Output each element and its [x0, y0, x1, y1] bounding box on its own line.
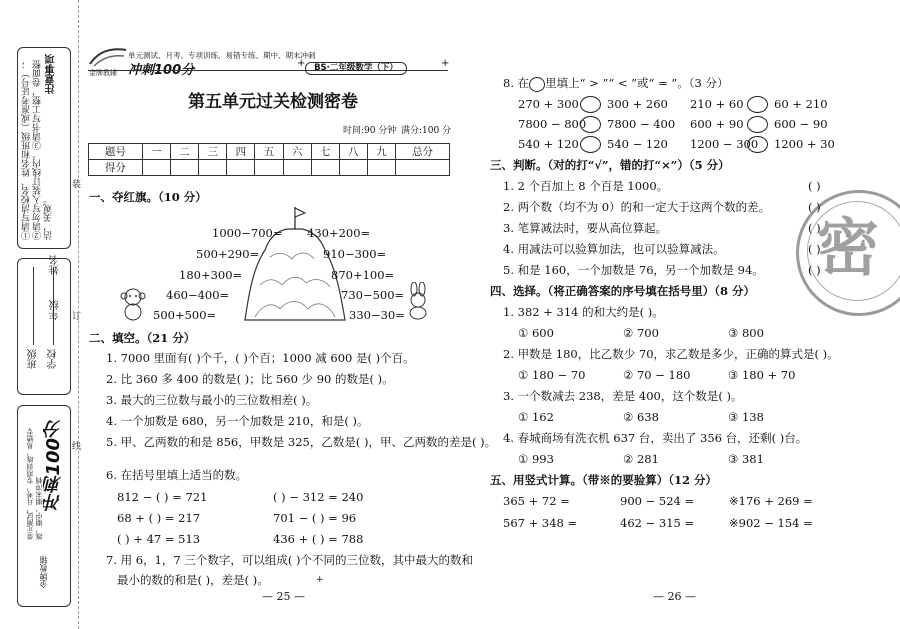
score-input-cell[interactable]: [367, 160, 395, 176]
score-table-row-score: [89, 160, 450, 176]
judge-item-4: 4. 用减法可以验算加法，也可以验算减法。: [503, 242, 725, 256]
notice-text: ①请写清校名、姓名和班级（或准考证号）；②请勿写入装订线内。③请书写工整，卷面整洁，美观。: [22, 60, 54, 240]
section-5-heading: 五、用竖式计算。（带※的要验算）（12 分）: [490, 473, 718, 487]
score-cell: 八: [339, 144, 367, 160]
sec2-item-2: 2. 比 360 多 400 的数是( )；比 560 少 90 的数是( )。: [106, 372, 394, 386]
choice-q3: 3. 一个数减去 238，差是 400，这个数是( )。: [503, 389, 743, 403]
choice-q1-opt3[interactable]: ③ 800: [728, 326, 764, 340]
judge-bracket-2[interactable]: ( ): [808, 200, 821, 214]
compare-circle-6[interactable]: [747, 136, 768, 153]
score-cell: 二: [170, 144, 198, 160]
score-input-cell[interactable]: [227, 160, 255, 176]
sec2-item-5: 5. 甲、乙两数的和是 856，甲数是 325，乙数是( )，甲、乙两数的差是( )。: [106, 435, 497, 449]
choice-q3-opt2[interactable]: ② 638: [623, 410, 659, 424]
page-number-right: — 26 —: [653, 590, 696, 603]
vertical-calc-3: ※176 + 269 =: [729, 494, 813, 508]
section-1-heading: 一、夺红旗。（10 分）: [89, 190, 207, 204]
score-cell: 三: [199, 144, 227, 160]
score-input-cell[interactable]: [199, 160, 227, 176]
score-cell: 四: [227, 144, 255, 160]
q8-r1-d: 60 + 210: [774, 97, 828, 111]
choice-q4-opt3[interactable]: ③ 381: [728, 452, 764, 466]
score-cell: 七: [311, 144, 339, 160]
header-slogan: 单元测试、月考、专项训练、易错专练、期中、期末冲刺: [128, 51, 316, 60]
grade-label: 年级: [50, 300, 61, 320]
edition-badge: BS·二年级数学（下）: [305, 62, 407, 75]
score-input-cell[interactable]: [311, 160, 339, 176]
choice-q2-opt1[interactable]: ① 180 − 70: [518, 368, 586, 382]
q8-r1-b: 300 + 260: [607, 97, 668, 111]
choice-q4-opt1[interactable]: ① 993: [518, 452, 554, 466]
sec1-right-1: 430+200=: [307, 226, 371, 240]
judge-bracket-1[interactable]: ( ): [808, 179, 821, 193]
compare-circle-1[interactable]: [580, 96, 601, 113]
score-input-cell[interactable]: [255, 160, 283, 176]
score-cell: 一: [142, 144, 170, 160]
q8-r1-c: 210 + 60: [690, 97, 744, 111]
q8-r3-d: 1200 + 30: [774, 137, 835, 151]
header-publisher: 金牌教辅: [89, 69, 117, 77]
class-label: 班级: [28, 349, 39, 369]
sec1-right-5: 330−30=: [349, 308, 405, 322]
choice-q4-opt2[interactable]: ② 281: [623, 452, 659, 466]
name-label: 姓名: [50, 255, 61, 275]
cut-mark-2: 订: [72, 312, 82, 322]
score-input-cell[interactable]: [170, 160, 198, 176]
sec2-item-6: 6. 在括号里填上适当的数。: [106, 468, 248, 482]
vertical-calc-1: 365 + 72 =: [503, 494, 570, 508]
judge-bracket-5[interactable]: ( ): [808, 263, 821, 277]
cut-mark-3: 线: [72, 442, 82, 452]
sec1-left-4: 460−400=: [166, 288, 230, 302]
brand-box: [17, 405, 71, 607]
q8-r2-d: 600 − 90: [774, 117, 828, 131]
sec2-item-4: 4. 一个加数是 680，另一个加数是 210，和是( )。: [106, 414, 369, 428]
sec1-right-3: 870+100=: [331, 268, 395, 282]
vertical-calc-4: 567 + 348 =: [503, 516, 578, 530]
judge-item-3: 3. 笔算减法时，要从高位算起。: [503, 221, 668, 235]
vertical-calc-6: ※902 − 154 =: [729, 516, 813, 530]
plus-icon: +: [297, 58, 306, 69]
judge-item-5: 5. 和是 160，一个加数是 76，另一个加数是 94。: [503, 263, 764, 277]
section-4-heading: 四、选择。（将正确答案的序号填在括号里）（8 分）: [490, 284, 756, 298]
compare-circle-2[interactable]: [747, 96, 768, 113]
sec1-left-1: 1000−700=: [212, 226, 283, 240]
q8-heading-post: 里填上“ > ”“ < ”或“ = ”。（3 分）: [545, 76, 729, 90]
score-input-cell[interactable]: [339, 160, 367, 176]
compare-circle-icon: [529, 77, 545, 92]
q8-r2-b: 7800 − 400: [607, 117, 676, 131]
sec1-right-2: 910−300=: [323, 247, 387, 261]
q6-eq-3: 68 + ( ) = 217: [117, 511, 201, 525]
score-input-cell[interactable]: [283, 160, 311, 176]
notice-box: [17, 47, 71, 249]
score-table-row-header: [89, 144, 450, 160]
choice-q4: 4. 春城商场有洗衣机 637 台，卖出了 356 台，还剩( )台。: [503, 431, 808, 445]
score-cell: 五: [255, 144, 283, 160]
q8-r2-c: 600 + 90: [690, 117, 744, 131]
sec2-item-1: 1. 7000 里面有( )个千，( )个百；1000 减 600 是( )个百。: [106, 351, 415, 365]
header-brand: 冲刺100分: [128, 63, 195, 78]
q8-r3-a: 540 + 120: [518, 137, 579, 151]
judge-bracket-3[interactable]: ( ): [808, 221, 821, 235]
rabbit-icon: [402, 282, 434, 320]
exam-full-score: 满分:100 分: [401, 126, 452, 136]
sec2-item-3: 3. 最大的三位数与最小的三位数相差( )。: [106, 393, 318, 407]
exam-time: 时间:90 分钟: [343, 126, 397, 136]
choice-q3-opt1[interactable]: ① 162: [518, 410, 554, 424]
section-2-heading: 二、填空。（21 分）: [89, 331, 196, 345]
score-table: [88, 143, 450, 176]
choice-q1-opt2[interactable]: ② 700: [623, 326, 659, 340]
compare-circle-3[interactable]: [580, 116, 601, 133]
binding-strip: [0, 0, 82, 629]
score-cell: 得分: [89, 160, 143, 176]
school-label: 学校: [48, 349, 59, 369]
binding-cut-line: [78, 0, 79, 629]
score-cell: 总分: [396, 144, 450, 160]
plus-icon-right: +: [441, 58, 450, 69]
plus-icon-bottom: +: [316, 575, 324, 585]
judge-item-1: 1. 2 个百加上 8 个百是 1000。: [503, 179, 669, 193]
page-number-left: — 25 —: [262, 590, 305, 603]
choice-q2: 2. 甲数是 180，比乙数少 70，求乙数是多少，正确的算式是( )。: [503, 347, 839, 361]
choice-q1-opt1[interactable]: ① 600: [518, 326, 554, 340]
publisher-logo-icon: [88, 44, 128, 68]
sec2-item-7-line2: 最小的数的和是( )，差是( )。: [117, 573, 269, 587]
vertical-calc-2: 900 − 524 =: [620, 494, 695, 508]
strip-brand-slogan: 单元测试，月考，专项训练，易错专练，期中，期末冲刺: [26, 428, 43, 540]
class-line[interactable]: [33, 267, 34, 345]
score-cell: 九: [367, 144, 395, 160]
score-input-cell[interactable]: [396, 160, 450, 176]
strip-brand-name: 冲刺100分: [43, 420, 64, 512]
q8-r1-a: 270 + 300: [518, 97, 579, 111]
q6-eq-6: 436 + ( ) = 788: [273, 532, 364, 546]
score-cell: 六: [283, 144, 311, 160]
vertical-calc-5: 462 − 315 =: [620, 516, 695, 530]
q8-r2-a: 7800 − 800: [518, 117, 587, 131]
sec1-left-5: 500+500=: [153, 308, 217, 322]
secret-stamp-character: 密: [817, 211, 880, 284]
choice-q2-opt3[interactable]: ③ 180 + 70: [728, 368, 796, 382]
judge-item-2: 2. 两个数（均不为 0）的和一定大于这两个数的差。: [503, 200, 771, 214]
q6-eq-1: 812 − ( ) = 721: [117, 490, 208, 504]
sec1-left-2: 500+290=: [196, 247, 260, 261]
notice-label: 注意事项: [46, 54, 57, 94]
cut-mark-1: 装: [72, 180, 82, 190]
student-info-box: [17, 258, 71, 395]
score-cell: 题号: [89, 144, 143, 160]
judge-bracket-4[interactable]: ( ): [808, 242, 821, 256]
q8-heading: [503, 76, 728, 92]
page-title: 第五单元过关检测密卷: [188, 92, 358, 112]
score-input-cell[interactable]: [142, 160, 170, 176]
q6-eq-4: 701 − ( ) = 96: [273, 511, 357, 525]
compare-circle-5[interactable]: [580, 136, 601, 153]
choice-q1: 1. 382 + 314 的和大约是( )。: [503, 305, 664, 319]
choice-q3-opt3[interactable]: ③ 138: [728, 410, 764, 424]
q6-eq-2: ( ) − 312 = 240: [273, 490, 364, 504]
sec1-right-4: 730−500=: [341, 288, 405, 302]
strip-publisher: 金牌教辅: [39, 556, 48, 588]
q8-heading-pre: 8. 在: [503, 76, 530, 90]
choice-q2-opt2[interactable]: ② 70 − 180: [623, 368, 691, 382]
section-3-heading: 三、判断。（对的打“√”，错的打“×”）（5 分）: [490, 158, 730, 172]
mountain-illustration: [240, 205, 350, 325]
q6-eq-5: ( ) + 47 = 513: [117, 532, 201, 546]
sec2-item-7-line1: 7. 用 6，1，7 三个数字，可以组成( )个不同的三位数，其中最大的数和: [106, 553, 474, 567]
q8-r3-c: 1200 − 300: [690, 137, 759, 151]
monkey-icon: [117, 287, 149, 321]
sec1-left-3: 180+300=: [179, 268, 243, 282]
compare-circle-4[interactable]: [747, 116, 768, 133]
q8-r3-b: 540 − 120: [607, 137, 668, 151]
